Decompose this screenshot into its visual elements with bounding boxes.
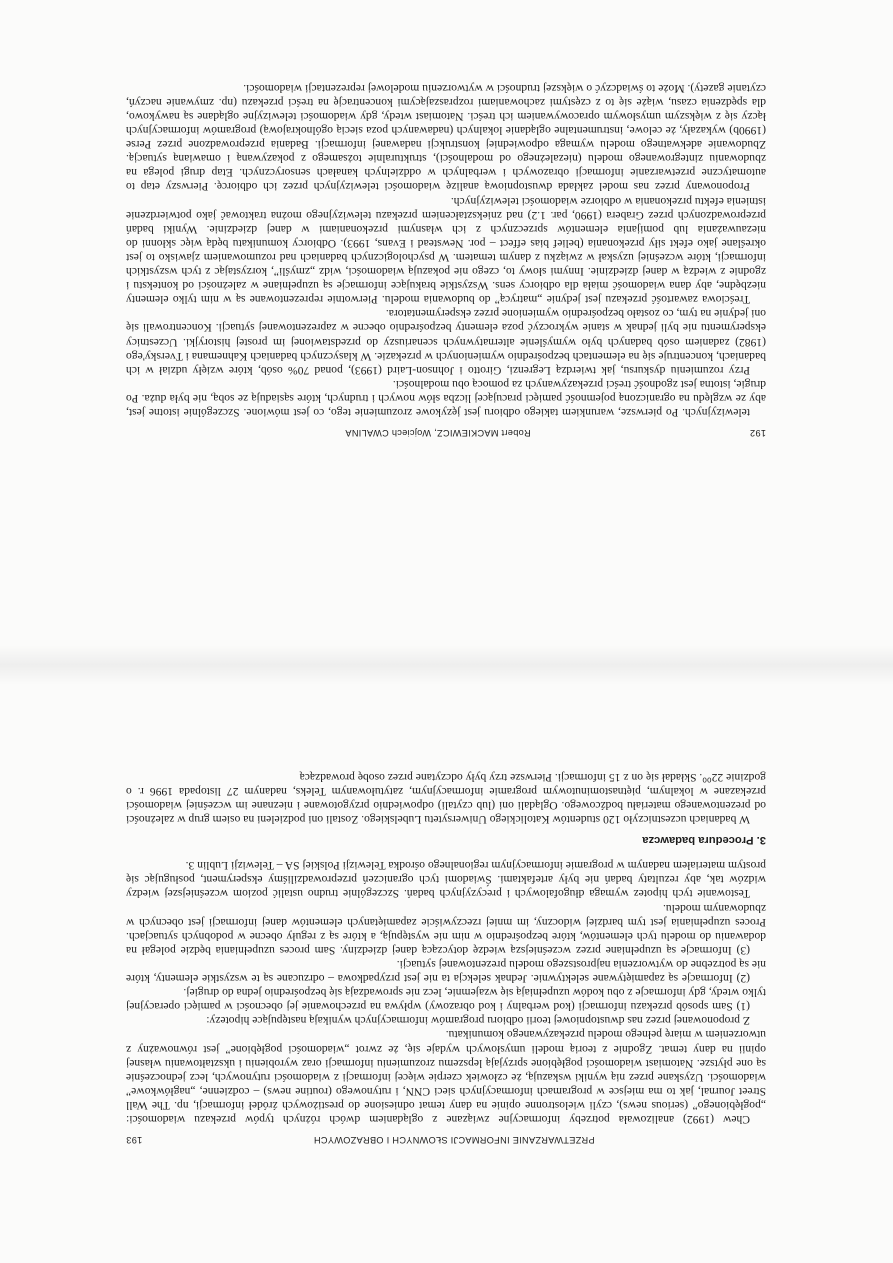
paragraph: (1) Sam sposób przekazu informacji (kod werbalny i kod obrazowy) wpływa na przechowanie jej obecności w pamięci operacyjnej tylko wtedy, gdy informacje z obu kodów uzupełniają się wzajemnie, lecz nie sprowadzają się bezpośrednio jedna do drugiej.	[126, 986, 766, 1014]
page-fold	[0, 645, 893, 685]
paragraph: telewizyjnych. Po pierwsze, warunkiem takiego odbioru jest językowe zrozumienie tego, co jest mówione. Szczególnie istotne jest, aby ze względu na ograniczoną pojemność pamięci pracującej liczba słów nowych i trudnych, które sąsiadują ze sobą, nie była duża. Po drugie, istotna jest zgodność treści przekazywanych za pomocą obu modalności.	[126, 377, 766, 419]
section-heading: 3. Procedura badawcza	[642, 834, 766, 847]
left-page-header	[126, 428, 766, 438]
paragraph: Testowanie tych hipotez wymaga długofalowych i precyzyjnych badań. Szczególnie trudno ustalić poziom wcześniejszej wiedzy widzów tak, aby rezultaty badań nie były artefaktami. Świadomi tych ograniczeń przeprowadziliśmy eksperyment, posługując się prostym materiałem nadanym w programie informacyjnym regionalnego ośrodka Telewizji Polskiej SA – Telewizji Lublin 3.	[126, 859, 766, 901]
running-head: PRZETWARZANIE INFORMACJI SŁOWNYCH I OBRAZOWYCH	[313, 1135, 595, 1145]
left-page	[126, 28, 766, 438]
paragraph: Proponowany przez nas model zakłada dwustopniową analizę wiadomości telewizyjnych przez ich odbiorcę. Pierwszy etap to automatyczne przetwarzanie informacji obrazowych i werbalnych w oddzielnych kanałach sensorycznych. Etap drugi polega na zbudowaniu zintegrowanego modelu (niezależnego od modalności), strukturalnie tożsamego z pokazywaną i omawianą sytuacją. Zbudowanie adekwatnego modelu wymaga odpowiedniej konstrukcji nadawanej informacji. Badania przeprowadzone przez Perse (1990b) wykazały, że celowe, instrumentalne oglądanie lokalnych (nadawanych poza siecią ogólnokrajową) programów informacyjnych łączy się z większym umysłowym opracowywaniem ich treści. Natomiast wtedy, gdy wiadomości telewizyjne oglądane są nawykowo, dla spędzenia czasu, wiąże się to z częstymi zachowaniami rozpraszającymi koncentrację na treści przekazu (np. zmywanie naczyń, czytanie gazety). Może to świadczyć o większej trudności w wytworzeniu modelowej reprezentacji wiadomości.	[126, 81, 766, 194]
right-page-body	[126, 770, 766, 1126]
paragraph: (2) Informacje są zapamiętywane selektywnie. Jednak selekcja ta nie jest przypadkowa – odrzucane są te wszystkie elementy, które nie są potrzebne do wytworzenia najprostszego modelu prezentowanej sytuacji.	[126, 957, 766, 986]
paragraph: Treściowa zawartość przekazu jest jedynie „matrycą” do budowania modelu. Pierwotnie reprezentowane są w nim tylko elementy niezbędne, aby dana wiadomość miała dla odbiorcy sens. Wszystkie brakujące informacje są uzupełniane w zależności od kontekstu i zgodnie z wiedzą w danej dziedzinie. Innymi słowy to, czego nie pokazują wiadomości, widz „zmyśli”, korzystając z tych wszystkich informacji, które wcześniej uzyskał w związku z danym tematem. W psychologicznych badaniach nad rozumowaniem zjawisko to jest określane jako efekt siły przekonania (belief bias effect – por. Newstead i Evans, 1993). Odbiorcy komunikatu będą więc skłonni do niezauważania lub pomijania elementów sprzecznych z ich własnymi przekonaniami w danej dziedzinie. Wyniki badań przeprowadzonych przez Grabera (1990, par. 1.2) nad zniekształceniem przekazu telewizyjnego można traktować jako potwierdzenie istnienia efektu przekonania w odbiorze wiadomości telewizyjnych.	[126, 194, 766, 307]
paragraph: Z proponowanej przez nas dwustopniowej teorii odbioru programów informacyjnych wynikają następujące hipotezy:	[206, 1014, 750, 1028]
page-number: 193	[126, 1135, 143, 1145]
right-page	[126, 735, 766, 1145]
paragraph: Chew (1992) analizowała potrzeby informacyjne związane z oglądaniem dwóch różnych typów przekazu wiadomości: „pogłębionego” (serious news), czyli wielostronne opinie na dany temat odniesione do prestiżowych źródeł informacji, np. The Wall Street Journal, jak to ma miejsce w programach informacyjnych sieci CNN, i rutynowego (routine news) – codzienne, „nagłówkowe” wiadomości. Uzyskane przez nią wyniki wskazują, że człowiek czerpie więcej informacji z wiadomości rutynowych, lecz jednocześnie są one płytsze. Natomiast wiadomości pogłębione sprzyjają lepszemu zrozumieniu informacji oraz wyrobieniu i ukształtowaniu własnej opinii na dany temat. Zgodnie z teorią modeli umysłowych wydaje się, że zwrot „wiadomości pogłębione” jest równoważny z utworzeniem w miarę pełnego modelu przekazywanego komunikatu.	[126, 1028, 766, 1126]
left-page-body	[126, 81, 766, 419]
paragraph: (3) Informacje są uzupełniane przez wcześniejszą wiedzę dotyczącą danej dziedziny. Sam proces uzupełniania będzie polegał na dodawaniu do modelu tych elementów, które bezpośrednio w nim nie występują, a które są z reguły obecne w podobnych sytuacjach. Proces uzupełniania jest tym bardziej widoczny, im mniej rzeczywiście zapamiętanych elementów danej informacji jest obecnych w zbudowanym modelu.	[126, 901, 766, 957]
paragraph: W badaniach uczestniczyło 120 studentów Katolickiego Uniwersytetu Lubelskiego. Zostali oni podzieleni na osiem grup w zależności od prezentowanego materiału bodźcowego. Oglądali oni (lub czytali) odpowiednio przygotowane i nieznane im wcześniej wiadomości przekazane w lokalnym, piętnastominutowym programie informacyjnym, zatytułowanym Teleks, nadanym 27 listopada 1996 r. o godzinie 22⁰⁰. Składał się on z 15 informacji. Pierwsze trzy były odczytane przez osobę prowadzącą	[126, 770, 766, 827]
right-page-header	[126, 1135, 766, 1145]
paragraph: Przy rozumieniu dyskursu, jak twierdzą Legrenzi, Girotto i Johnson-Laird (1993), ponad 70% osób, które wzięły udział w ich badaniach, koncentruje się na elementach bezpośrednio wymienionych w przekazie. W klasycznych badaniach Kahnemana i Tversky'ego (1982) zadaniem osób badanych było wymyślenie alternatywnych scenariuszy do przedstawionej im prostej historyjki. Uczestnicy eksperymentu nie byli jednak w stanie wykroczyć poza elementy bezpośrednio obecne w zaprezentowanej sytuacji. Koncentrowali się oni jedynie na tym, co zostało bezpośrednio wymienione przez eksperymentatora.	[126, 307, 766, 377]
page-number: 192	[749, 428, 766, 438]
running-head: Robert MACKIEWICZ, Wojciech CWALINA	[345, 428, 531, 438]
